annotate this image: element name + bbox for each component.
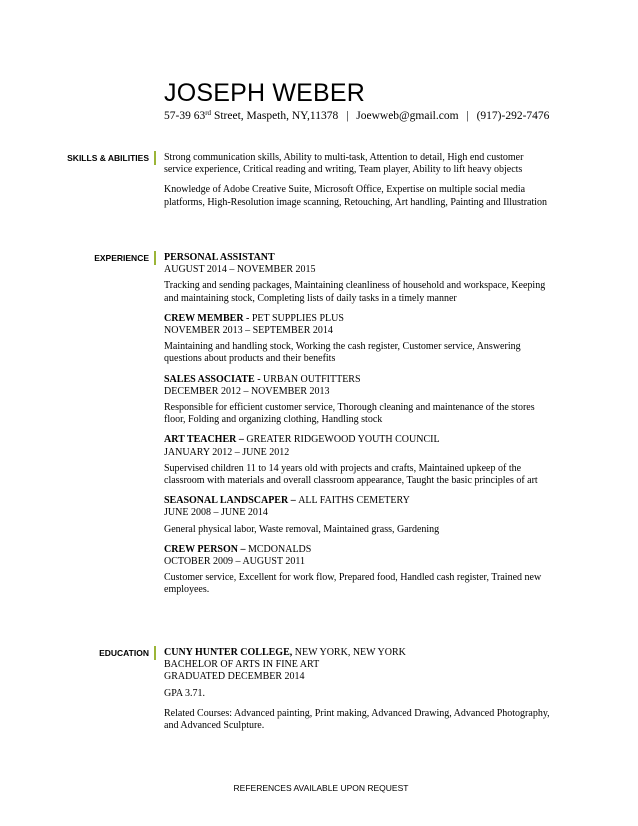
section-label-experience: EXPERIENCE [94, 253, 149, 263]
skills-paragraph: Knowledge of Adobe Creative Suite, Microsoft Office, Expertise on multiple social media platforms, High-Resolution image scanning, Retouching, Art handling, Painting and Illustration [164, 184, 548, 208]
job-title: ART TEACHER – [164, 434, 247, 446]
job-dates: NOVEMBER 2013 – SEPTEMBER 2014 [164, 325, 333, 337]
phone-number: (917)-292-7476 [476, 110, 550, 122]
job-dates: JUNE 2008 – JUNE 2014 [164, 507, 268, 519]
job-description: Maintaining and handling stock, Working the cash register, Customer service, Answering questions about products and their benefits [164, 341, 521, 365]
email-address[interactable]: Joewweb@gmail.com [356, 110, 459, 122]
education-school-line [164, 647, 554, 659]
job-description: Responsible for efficient customer service, Thorough cleaning and maintenance of the stores floor, Folding and organizing clothing, Handling stock [164, 402, 535, 426]
job-dates: DECEMBER 2012 – NOVEMBER 2013 [164, 385, 330, 397]
job-entry [164, 434, 554, 487]
job-description: General physical labor, Waste removal, Maintained grass, Gardening [164, 523, 440, 535]
school-name: CUNY HUNTER COLLEGE, [164, 647, 293, 658]
job-heading [164, 495, 554, 507]
section-accent-bar [154, 646, 156, 660]
skills-content [164, 152, 554, 217]
job-dates: JANUARY 2012 – JUNE 2012 [164, 446, 290, 458]
job-dates: OCTOBER 2009 – AUGUST 2011 [164, 556, 305, 568]
job-description: Tracking and sending packages, Maintaining cleanliness of household and workspace, Keeping and maintaining stock, Completing lists of daily tasks in a timely manner [164, 280, 546, 304]
job-employer: ALL FAITHS CEMETERY [298, 495, 410, 507]
address-number: 57-39 63 [164, 110, 206, 122]
job-heading [164, 374, 554, 386]
job-title: PERSONAL ASSISTANT [164, 252, 275, 263]
job-employer: URBAN OUTFITTERS [263, 373, 361, 385]
references-note: REFERENCES AVAILABLE UPON REQUEST [233, 783, 409, 793]
job-title: SALES ASSOCIATE - [164, 373, 264, 385]
contact-line [164, 109, 549, 123]
job-title: CREW PERSON – [164, 543, 248, 555]
education-content [164, 647, 554, 740]
school-location: NEW YORK, NEW YORK [292, 647, 406, 658]
section-label-education: EDUCATION [99, 648, 149, 658]
job-heading [164, 434, 554, 446]
job-entry [164, 252, 554, 305]
job-title: SEASONAL LANDSCAPER – [164, 495, 299, 507]
job-entry [164, 313, 554, 366]
job-heading [164, 313, 554, 325]
job-entry [164, 495, 554, 536]
candidate-name: JOSEPH WEBER [164, 79, 366, 107]
graduation-date: GRADUATED DECEMBER 2014 [164, 671, 305, 683]
job-title: CREW MEMBER - [164, 312, 252, 324]
section-accent-bar [154, 251, 156, 265]
experience-content [164, 252, 554, 605]
section-label-skills: SKILLS & ABILITIES [67, 153, 149, 163]
job-employer: PET SUPPLIES PLUS [251, 312, 344, 324]
job-entry [164, 544, 554, 597]
gpa: GPA 3.71. [164, 687, 206, 699]
job-description: Customer service, Excellent for work flow, Prepared food, Handled cash register, Trained new employees. [164, 572, 542, 596]
job-heading [164, 252, 554, 264]
skills-paragraph: Strong communication skills, Ability to multi-task, Attention to detail, High end customer service experience, Critical reading and writing, Team player, Ability to lift heavy objects [164, 152, 524, 176]
job-description: Supervised children 11 to 14 years old with projects and crafts, Maintained upkeep of the classroom with materials and overall classroom appearance, Taught the basic principles of art [164, 462, 538, 487]
job-entry [164, 374, 554, 427]
section-accent-bar [154, 151, 156, 165]
separator: | [466, 110, 469, 122]
address-street: Street, Maspeth, NY,11378 [211, 110, 339, 122]
job-employer: MCDONALDS [248, 543, 312, 555]
job-employer: GREATER RIDGEWOOD YOUTH COUNCIL [246, 434, 440, 446]
job-dates: AUGUST 2014 – NOVEMBER 2015 [164, 264, 316, 276]
job-heading [164, 544, 554, 556]
address-suffix: rd [205, 109, 212, 117]
related-courses: Related Courses: Advanced painting, Print making, Advanced Drawing, Advanced Photography, and Advanced Sculpture. [164, 707, 550, 732]
degree: BACHELOR OF ARTS IN FINE ART [164, 659, 320, 671]
separator: | [346, 110, 349, 122]
